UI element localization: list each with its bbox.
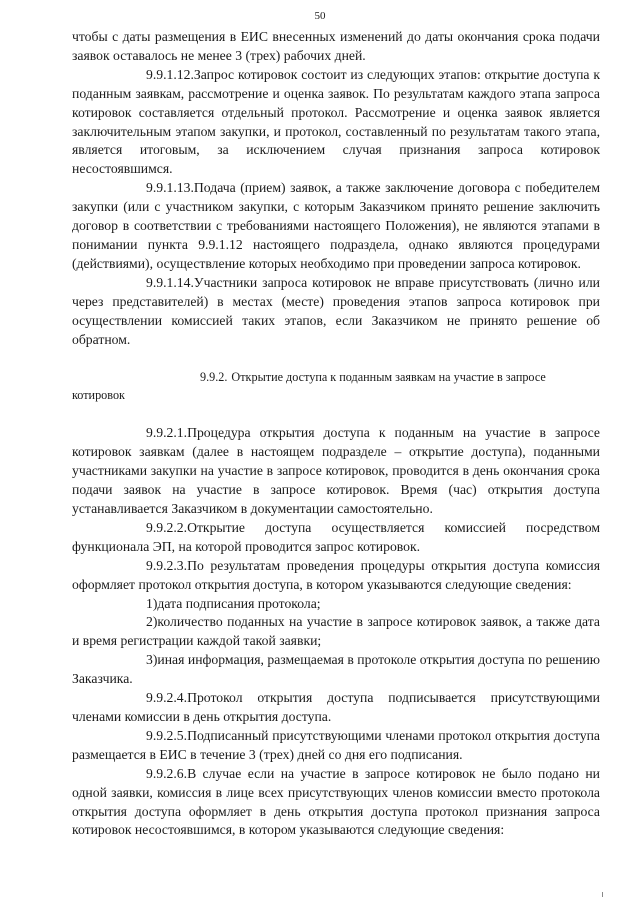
clause-9-9-2-3 bbox=[72, 557, 600, 595]
clause-text: Процедура открытия доступа к поданным на участие в запросе котировок заявкам (далее в настоящем подразделе – открытие доступа), поданными участниками закупки на участие в запросе котировок, проводится в день окончания срока подачи заявок на участие в запросе котировок. Время (час) открытия доступа устанавливается Заказчиком в документации самостоятельно. bbox=[72, 425, 600, 517]
clause-text: В случае если на участие в запросе котировок не было подано ни одной заявки, комиссия в лице всех присутствующих членов комиссии вместо протокола открытия доступа оформляет в день открытия доступа протокол признания запроса котировок несостоявшимся, в котором указываются следующие сведения: bbox=[72, 765, 600, 838]
clause-number: 9.9.2.4. bbox=[146, 690, 188, 706]
clause-number: 9.9.1.13. bbox=[146, 180, 194, 196]
clause-9-9-2-1 bbox=[72, 424, 600, 519]
clause-number: 9.9.1.12. bbox=[146, 66, 194, 82]
list-item-text: дата подписания протокола; bbox=[157, 595, 321, 611]
clause-text: Запрос котировок состоит из следующих этапов: открытие доступа к поданным заявкам, рассмотрение и оценка заявок. По результатам каждого этапа запроса котировок составляется отдельный протокол. Рассмотрение и оценка заявок является заключительным этапом закупки, и протокол, составленный по результатам такого этапа, является итоговым, за исключением случая признания запроса котировок несостоявшимся. bbox=[72, 66, 600, 177]
clause-text: Подача (прием) заявок, а также заключение договора с победителем закупки (или с участником закупки, с которым Заказчиком принято решение заключить договор в соответствии с требованиями настоящего Положения), не являются этапами в понимании пункта 9.9.1.12 настоящего подраздела, однако являются процедурами (действиями), осуществление которых необходимо при проведении запроса котировок. bbox=[72, 180, 600, 271]
clause-number: 9.9.2.2. bbox=[146, 519, 188, 535]
list-item bbox=[72, 613, 600, 651]
clause-9-9-1-13 bbox=[72, 179, 600, 274]
clause-text: Участники запроса котировок не вправе присутствовать (лично или через представителей) в местах (месте) проведения этапов запроса котировок при осуществлении комиссией таких этапов, если Заказчиком не принято решение об обратном. bbox=[72, 274, 600, 347]
list-item-text: иная информация, размещаемая в протоколе открытия доступа по решению Заказчика. bbox=[72, 652, 600, 687]
clause-text: Открытие доступа осуществляется комиссией посредством функционала ЭП, на которой проводится запрос котировок. bbox=[72, 519, 600, 554]
clause-number: 9.9.2.1. bbox=[146, 425, 188, 441]
clause-number: 9.9.2.5. bbox=[146, 727, 188, 743]
clause-number: 9.9.2.6. bbox=[146, 765, 188, 781]
clause-9-9-2-4 bbox=[72, 689, 600, 727]
clause-number: 9.9.1.14. bbox=[146, 274, 194, 290]
list-item bbox=[72, 595, 600, 614]
clause-text: Подписанный присутствующими членами протокол открытия доступа размещается в ЕИС в течение 3 (трех) дней со дня его подписания. bbox=[72, 727, 600, 762]
clause-9-9-2-6 bbox=[72, 765, 600, 841]
clause-text: Протокол открытия доступа подписывается присутствующими членами комиссии в день открытия доступа. bbox=[72, 690, 600, 724]
clause-text: По результатам проведения процедуры открытия доступа комиссия оформляет протокол открытия доступа, в котором указываются следующие сведения: bbox=[72, 557, 600, 592]
list-marker: 1) bbox=[146, 595, 158, 611]
clause-9-9-1-12 bbox=[72, 66, 600, 179]
list-marker: 3) bbox=[146, 652, 158, 668]
list-marker: 2) bbox=[146, 614, 158, 630]
list-item-text: количество поданных на участие в запросе котировок заявок, а также дата и время регистрации каждой такой заявки; bbox=[72, 614, 600, 649]
section-title: Открытие доступа к поданным заявкам на участие в запросе котировок bbox=[72, 370, 546, 403]
clause-9-9-1-14 bbox=[72, 274, 600, 350]
page-number: 50 bbox=[314, 10, 326, 22]
section-number: 9.9.2. bbox=[200, 370, 228, 385]
paragraph-continuation bbox=[72, 28, 600, 66]
list-item bbox=[72, 651, 600, 689]
clause-9-9-2-5 bbox=[72, 727, 600, 765]
clause-number: 9.9.2.3. bbox=[146, 557, 188, 573]
section-heading-9-9-2 bbox=[72, 368, 600, 404]
paragraph-text: чтобы с даты размещения в ЕИС внесенных изменений до даты окончания срока подачи заявок оставалось не менее 3 (трех) рабочих дней. bbox=[72, 29, 600, 63]
scan-edge-mark bbox=[602, 892, 603, 897]
clause-9-9-2-2 bbox=[72, 519, 600, 557]
document-body bbox=[72, 28, 600, 840]
